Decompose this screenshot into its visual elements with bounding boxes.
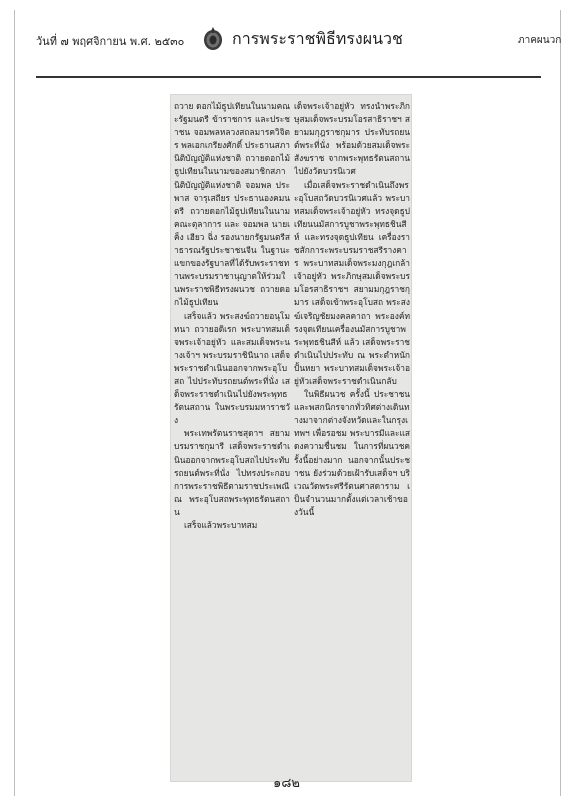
royal-emblem-icon: [202, 26, 224, 52]
article-column-right: [294, 100, 410, 780]
article-paragraph: ถวาย ดอกไม้ธูปเทียนในนามคณะรัฐมนตรี ข้าราชการ และประชาชน จอมพลหลวงสถลมารควิจิตร พลเอกเกรียงศักดิ์ ประธานสภานิติบัญญัติแห่งชาติ ถวายดอกไม้ธูปเทียนในนามของสมาชิกสภานิติบัญญัติแห่งชาติ จอมพล ประพาส จารุเสถียร ประธานองคมนตรี ถวายดอกไม้ธูปเทียนในนามคณะตุลาการ และ จอมพล นายเค็ง เฮียว ฉิ่ง รองนายกรัฐมนตรีสาธารณรัฐประชาชนจีน ในฐานะแขกของรัฐบาลที่ได้รับพระราชทานพระบรมราชานุญาตให้ร่วมในพระราชพิธีทรงผนวช ถวายดอกไม้ธูปเทียน: [174, 101, 290, 308]
header-section-label: ภาคผนวก: [518, 35, 562, 46]
article-paragraph: เด็จพระเจ้าอยู่หัว ทรงนำพระภิกษุสมเด็จพระบรมโอรสาธิราชฯ สยามมกุฎราชกุมาร ประทับรถยนต์พระที่นั่ง พร้อมด้วยสมเด็จพระสังฆราช จากพระพุทธรัตนสถานไปยังวัดบวรนิเวศ: [294, 101, 410, 177]
article-paragraph: เมื่อเสด็จพระราชดำเนินถึงพระอุโบสถวัดบวรนิเวศแล้ว พระบาทสมเด็จพระเจ้าอยู่หัว ทรงจุดธูปเทียนนมัสการบูชาพระพุทธชินสีห์ และทรงจุดธูปเทียน เครื่องราชสักการะพระบรมราชสรีรางคาร พระบาทสมเด็จพระมงกุฎเกล้าเจ้าอยู่หัว พระภิกษุสมเด็จพระบรมโอรสาธิราชฯ สยามมกุฎราชกุมาร เสด็จเข้าพระอุโบสถ พระสงฆ์เจริญชัยมงคลคาถา พระองค์ทรงจุดเทียนเครื่องนมัสการบูชาพระพุทธชินสีห์ แล้ว เสด็จพระราชดำเนินไปประทับ ณ พระตำหนักปั้นหยา พระบาทสมเด็จพระเจ้าอยู่หัวเสด็จพระราชดำเนินกลับ: [294, 179, 410, 386]
header-rule: [36, 76, 541, 78]
page-header: [0, 26, 573, 54]
page-number: ๑๘๒: [273, 776, 300, 791]
newspaper-clipping: [170, 94, 412, 782]
article-paragraph: พระเทพรัตนราชสุดาฯ สยามบรมราชกุมารี เสด็จพระราชดำเนินออกจากพระอุโบสถไปประทับรถยนต์พระที่นั่ง ไปทรงประกอบการพระราชพิธีตามราชประเพณี ณ พระอุโบสถพระพุทธรัตนสถาน: [174, 428, 290, 517]
article-paragraph: เสร็จแล้ว พระสงฆ์ถวายอนุโมทนา ถวายอดิเรก พระบาทสมเด็จพระเจ้าอยู่หัว และสมเด็จพระนางเจ้าฯ พระบรมราชินีนาถ เสด็จพระราชดำเนินออกจากพระอุโบสถ ไปประทับรถยนต์พระที่นั่ง เสด็จพระราชดำเนินไปยังพระพุทธรัตนสถาน ในพระบรมมหาราชวัง: [174, 310, 290, 426]
article-paragraph: ในพิธีผนวช ครั้งนี้ ประชาชนและพสกนิกรจากทั่วทิศต่างเดินทางมาจากต่างจังหวัดและในกรุงเทพฯ เพื่อรอชม พระบารมีและแสดงความชื่นชม ในการที่ผนวชครั้งนี้อย่างมาก นอกจากนั้นประชาชน ยังร่วมด้วยเฝ้ารับเสด็จฯ บริเวณวัดพระศรีรัตนศาสดาราม เป็นจำนวนมากตั้งแต่เวลาเช้าของวันนี้: [294, 389, 410, 517]
article-paragraph: เสร็จแล้วพระบาทสม: [184, 520, 258, 530]
article-column-left: [174, 100, 290, 780]
header-date: วันที่ ๗ พฤศจิกายน พ.ศ. ๒๕๓๐: [36, 35, 185, 48]
header-title: การพระราชพิธีทรงผนวช: [232, 29, 403, 48]
